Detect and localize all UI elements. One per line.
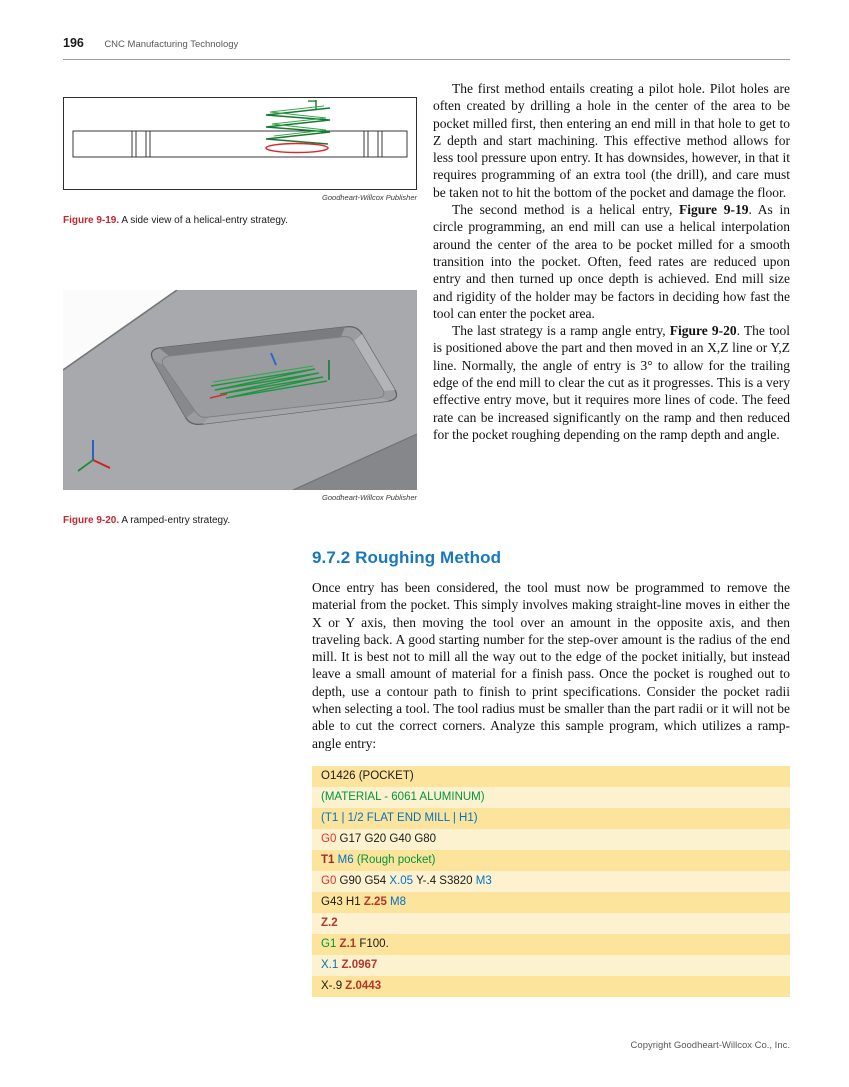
gcode-line xyxy=(312,913,790,934)
text-segment: The first method entails creating a pilot hole. Pilot holes are often created by drilling a hole in the center of the area to be pocket milled first, then entering an end mill in that hole to get to Z depth and start machining. This effective method allows for less tool pressure upon entry. It has downsides, however, in that it requires programming of an extra tool (the drill), and care must be taken not to hit the bottom of the pocket and damage the floor. xyxy=(433,81,790,200)
helical-entry-side-view-graphic xyxy=(64,98,416,189)
text-segment: G90 G54 xyxy=(336,874,390,887)
paragraph-pilot-hole xyxy=(433,80,790,201)
text-segment: . The tool is positioned above the part and then moved in an X,Z line or Y,Z line. Normally, the angle of entry is 3° to allow for the trailing edge of the end mill to clear the cut as it progresses. This is a very effective entry move, but it requires more lines of code. The feed rate can be increased significantly on the ramp and then reduced for the pocket roughing depending on the ramp depth and angle. xyxy=(433,323,790,442)
text-segment: Y-.4 S3820 xyxy=(413,874,476,887)
figure-caption-label: Figure 9-19. xyxy=(63,215,120,226)
text-segment: Z.1 xyxy=(339,937,357,950)
text-segment: Z.2 xyxy=(321,916,338,929)
text-segment: G17 G20 G40 G80 xyxy=(336,832,437,845)
text-segment: M8 xyxy=(390,895,407,908)
text-segment: G43 H1 xyxy=(321,895,364,908)
text-segment: X-.9 xyxy=(321,979,343,992)
pocket-wall-lines-left xyxy=(132,131,150,157)
paragraph-roughing-method xyxy=(312,579,790,752)
figure-caption xyxy=(63,214,417,227)
text-segment: Figure 9-20 xyxy=(669,323,737,339)
text-segment: (Rough pocket) xyxy=(356,853,436,866)
gcode-line xyxy=(312,829,790,850)
gcode-line xyxy=(312,871,790,892)
figure-9-19 xyxy=(63,97,417,237)
text-segment: Z.0443 xyxy=(345,979,382,992)
figure-caption xyxy=(63,514,417,527)
text-segment: G1 xyxy=(321,937,337,950)
figure-caption-text: A side view of a helical-entry strategy. xyxy=(121,215,288,226)
figure-9-20 xyxy=(63,290,417,537)
gcode-line xyxy=(312,955,790,976)
text-segment: (MATERIAL - 6061 ALUMINUM) xyxy=(321,790,485,803)
text-segment: Z.0967 xyxy=(341,958,378,971)
part-outline xyxy=(73,131,407,157)
text-segment: Z.25 xyxy=(363,895,387,908)
gcode-line xyxy=(312,766,790,787)
body-text-column xyxy=(433,80,790,443)
gcode-line xyxy=(312,808,790,829)
text-segment: The second method is a helical entry, xyxy=(452,202,680,218)
gcode-line xyxy=(312,976,790,997)
gcode-line xyxy=(312,787,790,808)
page-number: 196 xyxy=(63,36,84,50)
text-segment: O1426 (POCKET) xyxy=(321,769,414,782)
text-segment: The last strategy is a ramp angle entry, xyxy=(452,323,670,339)
figure-credit: Goodheart-Willcox Publisher xyxy=(322,493,417,502)
text-segment: M3 xyxy=(475,874,492,887)
text-segment: . As in circle programming, an end mill can use a helical interpolation around the center of the area to be pocket milled for a smooth transition into the pocket. Often, feed rates are reduced upon entry and then turned up once depth is achieved. End mill size and rigidity of the holder may be factors in deciding how fast the tool can enter the pocket area. xyxy=(433,202,790,321)
text-segment: X.05 xyxy=(389,874,414,887)
paragraph-helical-entry xyxy=(433,201,790,322)
ramped-entry-3d-graphic xyxy=(63,290,417,490)
figure-9-19-frame xyxy=(63,97,417,190)
page-footer: Copyright Goodheart-Willcox Co., Inc. xyxy=(630,1040,790,1051)
book-title: CNC Manufacturing Technology xyxy=(104,39,239,50)
text-segment: T1 xyxy=(321,853,335,866)
figure-9-20-frame xyxy=(63,290,417,490)
gcode-line xyxy=(312,850,790,871)
text-segment: M6 xyxy=(337,853,354,866)
section-heading: 9.7.2 Roughing Method xyxy=(312,548,502,567)
final-pass-circle xyxy=(266,144,328,153)
text-segment: F100. xyxy=(356,937,389,950)
figure-caption-text: A ramped-entry strategy. xyxy=(121,515,231,526)
text-segment: Once entry has been considered, the tool must now be programmed to remove the material from the pocket. This simply involves making straight-line moves in either the X or Y axis, then moving the tool over an amount in the opposite axis, and then traveling back. A good starting number for the step-over amount is the radius of the end mill. It is best not to mill all the way out to the edge of the pocket initially, but instead leave a small amount of material for a finish pass. Once the pocket is roughed out to depth, use a contour path to finish to print specifications. Consider the pocket radii when selecting a tool. The tool radius must be smaller than the part radii or it will not be able to cut the correct corners. Analyze this sample program, which utilizes a ramp-angle entry: xyxy=(312,580,790,751)
gcode-line xyxy=(312,934,790,955)
figure-credit: Goodheart-Willcox Publisher xyxy=(322,193,417,202)
gcode-line xyxy=(312,892,790,913)
pocket-wall-lines-right xyxy=(364,131,382,157)
text-segment: Figure 9-19 xyxy=(679,202,749,218)
text-segment: X.1 xyxy=(321,958,339,971)
page-header xyxy=(63,34,790,60)
helical-toolpath xyxy=(266,100,330,153)
text-segment: (T1 | 1/2 FLAT END MILL | H1) xyxy=(321,811,478,824)
text-segment: G0 xyxy=(321,874,337,887)
section-roughing-method xyxy=(312,548,790,997)
paragraph-ramp-entry xyxy=(433,322,790,443)
figure-caption-label: Figure 9-20. xyxy=(63,515,120,526)
gcode-block xyxy=(312,766,790,997)
text-segment: G0 xyxy=(321,832,337,845)
